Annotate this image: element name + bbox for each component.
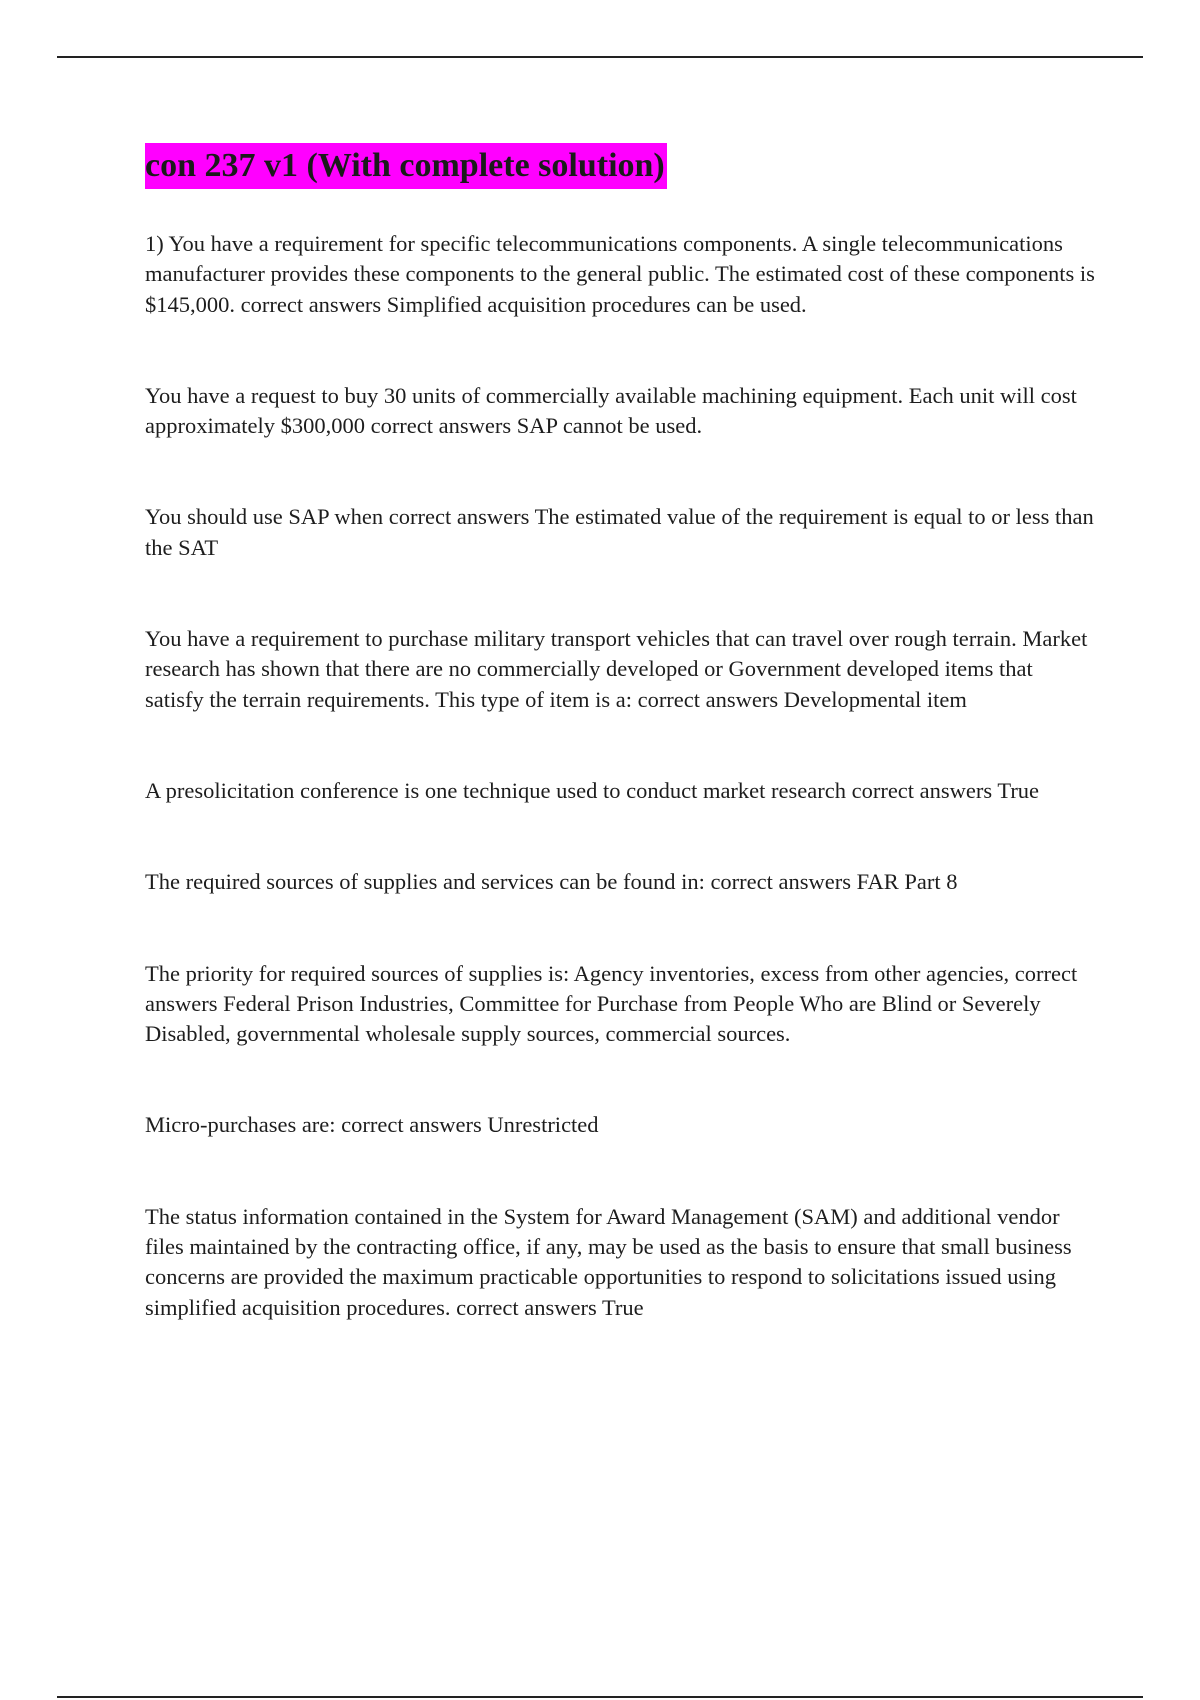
qa-item-3: You should use SAP when correct answers The estimated value of the requirement is equal to or less than the SAT [145, 504, 1094, 560]
document-title: con 237 v1 (With complete solution) [145, 143, 667, 189]
qa-item-5: A presolicitation conference is one technique used to conduct market research correct answers True [145, 777, 1040, 803]
document-body [145, 143, 1095, 1323]
qa-item-8: Micro-purchases are: correct answers Unrestricted [145, 1112, 599, 1138]
qa-item-9: The status information contained in the System for Award Management (SAM) and additional vendor files maintained by the contracting office, if any, may be used as the basis to ensure that small business concerns are provided the maximum practicable opportunities to respond to solicitations issued using simplified acquisition procedures. correct answers True [145, 1203, 1072, 1320]
qa-item-7: The priority for required sources of supplies is: Agency inventories, excess from other agencies, correct answers Federal Prison Industries, Committee for Purchase from People Who are Blind or Severely Disabled, governmental wholesale supply sources, commercial sources. [145, 960, 1078, 1047]
qa-item-6: The required sources of supplies and services can be found in: correct answers FAR Part 8 [145, 869, 958, 895]
qa-item-1: 1) You have a requirement for specific telecommunications components. A single telecommunications manufacturer provides these components to the general public. The estimated cost of these components is $145,000. correct answers Simplified acquisition procedures can be used. [145, 231, 1095, 317]
qa-item-2: You have a request to buy 30 units of commercially available machining equipment. Each unit will cost approximately $300,000 correct answers SAP cannot be used. [145, 382, 1077, 439]
footer-rule [57, 1696, 1143, 1698]
qa-item-4: You have a requirement to purchase military transport vehicles that can travel over rough terrain. Market research has shown that there are no commercially developed or Government developed items that satisfy the terrain requirements. This type of item is a: correct answers Developmental item [145, 626, 1088, 712]
header-rule [57, 56, 1143, 58]
qa-list [145, 229, 1095, 1323]
